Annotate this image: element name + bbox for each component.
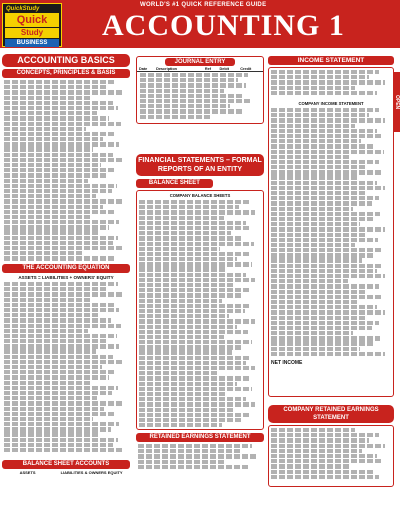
balance-sheet-accounts-heading: BALANCE SHEET ACCOUNTS — [2, 460, 130, 469]
journal-text-block — [137, 72, 263, 124]
journal-col-debit: Debit — [219, 67, 229, 71]
income-statement-company: COMPANY INCOME STATEMENT — [298, 101, 364, 106]
balance-sheet-heading: BALANCE SHEET — [136, 179, 213, 188]
journal-col-ref: Ref — [204, 67, 211, 71]
equation-text-block — [2, 282, 130, 458]
concepts-text-block — [2, 80, 130, 262]
balance-sheet-box — [136, 190, 264, 430]
balance-sheet-text-block — [139, 200, 261, 428]
income-statement-box — [268, 67, 394, 397]
income-intro-text — [271, 70, 391, 100]
logo-line3: Study — [5, 28, 59, 38]
tagline: WORLD'S #1 QUICK REFERENCE GUIDE — [140, 2, 267, 8]
retained-earnings-heading: RETAINED EARNINGS STATEMENT — [136, 433, 264, 442]
company-retained-earnings-banner: COMPANY RETAINED EARNINGS STATEMENT — [268, 405, 394, 423]
income-statement-heading: INCOME STATEMENT — [268, 56, 394, 65]
balance-sheet-company: COMPANY BALANCE SHEETS — [169, 193, 231, 198]
net-income-label: NET INCOME — [271, 360, 303, 366]
retained-earnings-text-block — [136, 444, 264, 472]
accounting-equation: ASSETS = LIABILITIES + OWNERS' EQUITY — [18, 275, 114, 280]
column-accounting-basics — [2, 54, 130, 475]
balance-sheet-accounts-cols — [2, 470, 130, 475]
equation-heading: THE ACCOUNTING EQUATION — [2, 264, 130, 273]
quickstudy-logo — [2, 3, 62, 47]
retained-earnings-box — [268, 425, 394, 487]
column-income-statement — [268, 56, 394, 487]
accounting-basics-banner: ACCOUNTING BASICS — [2, 54, 130, 67]
journal-entry-heading: JOURNAL ENTRY — [165, 58, 235, 66]
logo-line2: Quick — [5, 13, 59, 27]
journal-col-credit: Credit — [240, 67, 252, 71]
col-assets: ASSETS — [19, 470, 36, 475]
journal-entry-box — [136, 56, 264, 124]
header-bar — [0, 0, 400, 48]
logo-line1: QuickStudy — [6, 6, 40, 12]
col-liabilities-equity: LIABILITIES & OWNERS EQUITY — [60, 470, 123, 475]
journal-col-date: Date — [139, 67, 148, 71]
concepts-heading: CONCEPTS, PRINCIPLES & BASIS — [2, 69, 130, 78]
column-financial-statements — [136, 56, 264, 472]
income-statement-text-block — [271, 108, 391, 358]
financial-statements-banner: FINANCIAL STATEMENTS – FORMAL REPORTS OF AN ENTITY — [136, 154, 264, 176]
retained-earnings-statement-text — [271, 428, 391, 484]
journal-col-description: Description — [156, 67, 177, 71]
page-title: ACCOUNTING 1 — [102, 9, 345, 42]
logo-line4: BUSINESS — [5, 39, 59, 47]
open-tab[interactable]: OPEN — [393, 72, 400, 132]
